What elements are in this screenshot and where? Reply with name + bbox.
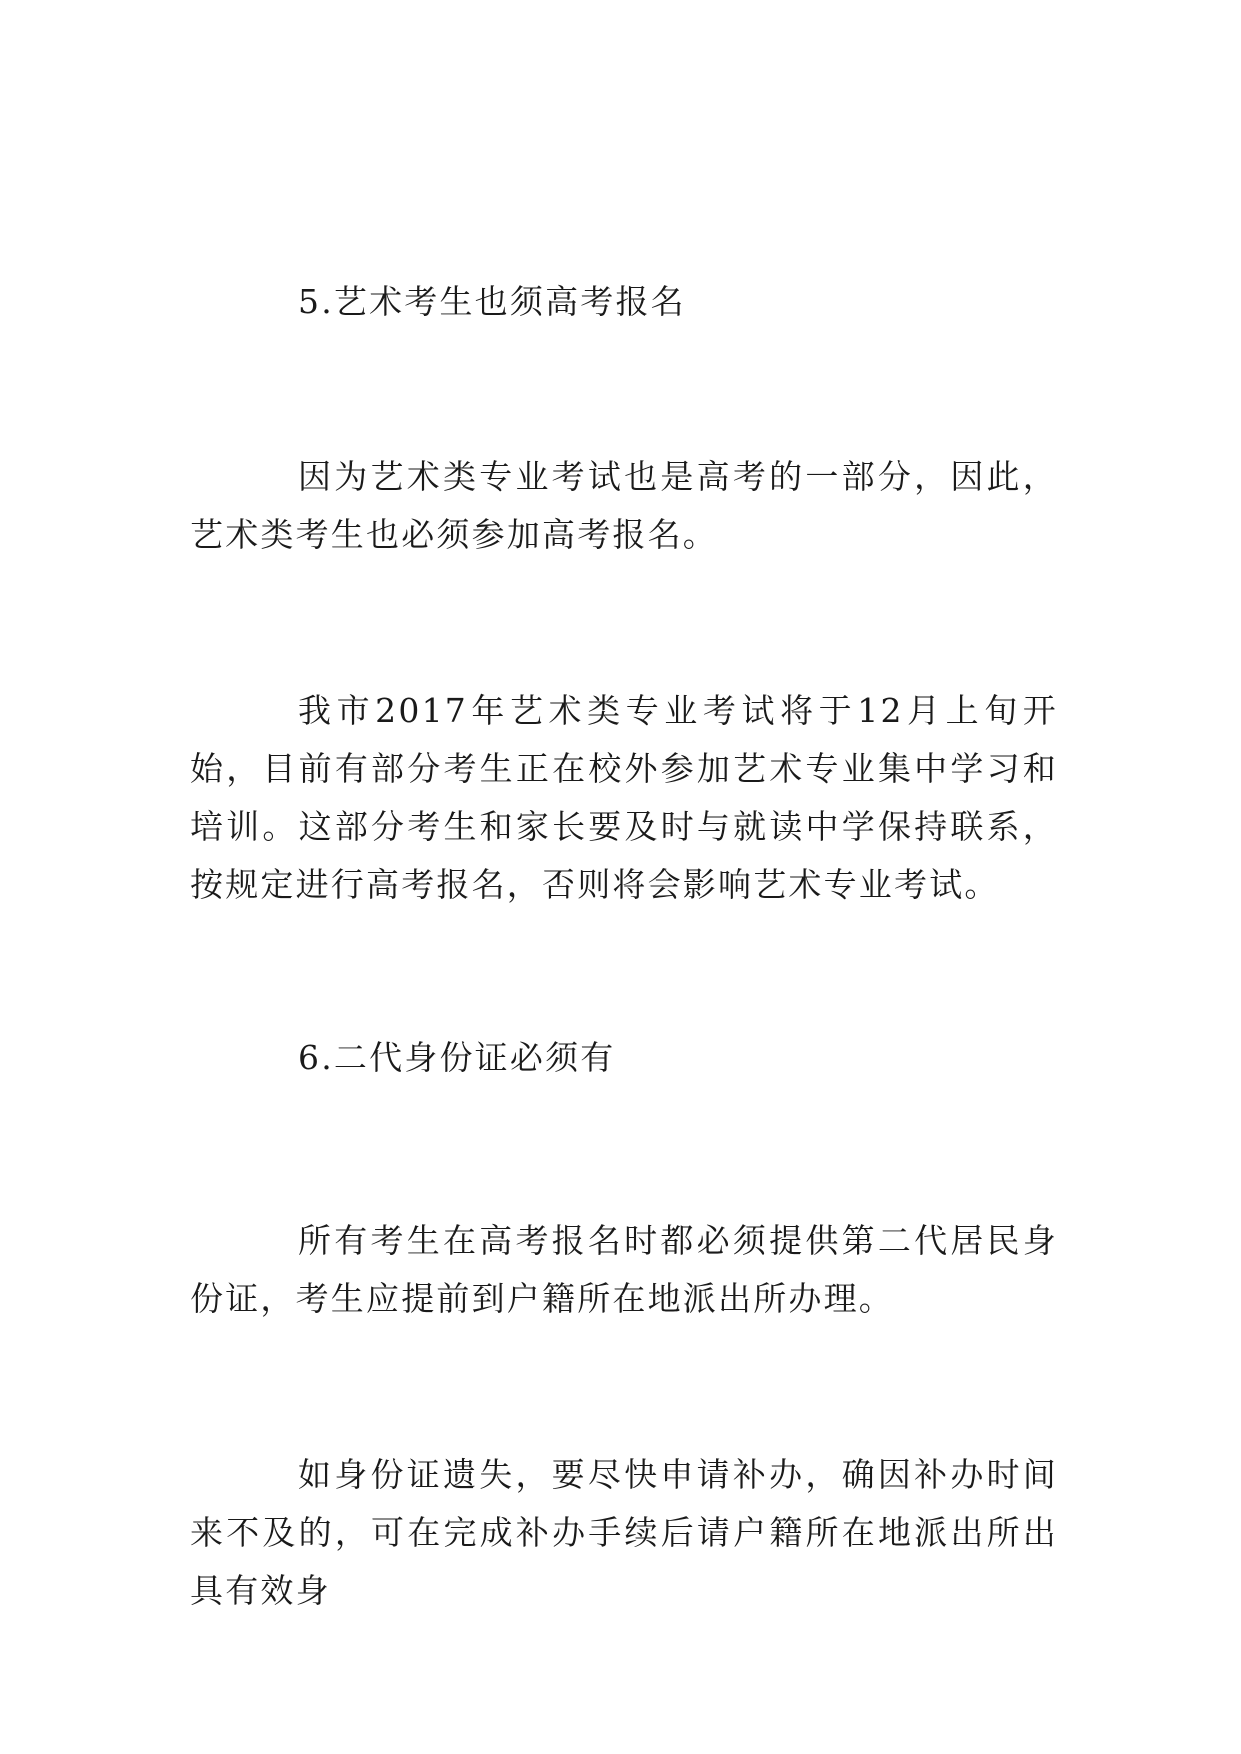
paragraph-art-exam-part-of-gaokao: 因为艺术类专业考试也是高考的一部分，因此，艺术类考生也必须参加高考报名。 [190, 457, 1058, 554]
section-heading-id-card: 6.二代身份证必须有 [298, 1038, 616, 1077]
paragraph-id-card-lost: 如身份证遗失，要尽快申请补办，确因补办时间来不及的，可在完成补办手续后请户籍所在地派出所出具有效身 [190, 1455, 1058, 1610]
paragraph-id-card-requirement: 所有考生在高考报名时都必须提供第二代居民身份证，考生应提前到户籍所在地派出所办理。 [190, 1221, 1058, 1318]
paragraph-art-exam-schedule: 我市2017年艺术类专业考试将于12月上旬开始，目前有部分考生正在校外参加艺术专业集中学习和培训。这部分考生和家长要及时与就读中学保持联系，按规定进行高考报名，否则将会影响艺术专业考试。 [190, 691, 1058, 904]
section-heading-art-candidates: 5.艺术考生也须高考报名 [298, 282, 686, 321]
